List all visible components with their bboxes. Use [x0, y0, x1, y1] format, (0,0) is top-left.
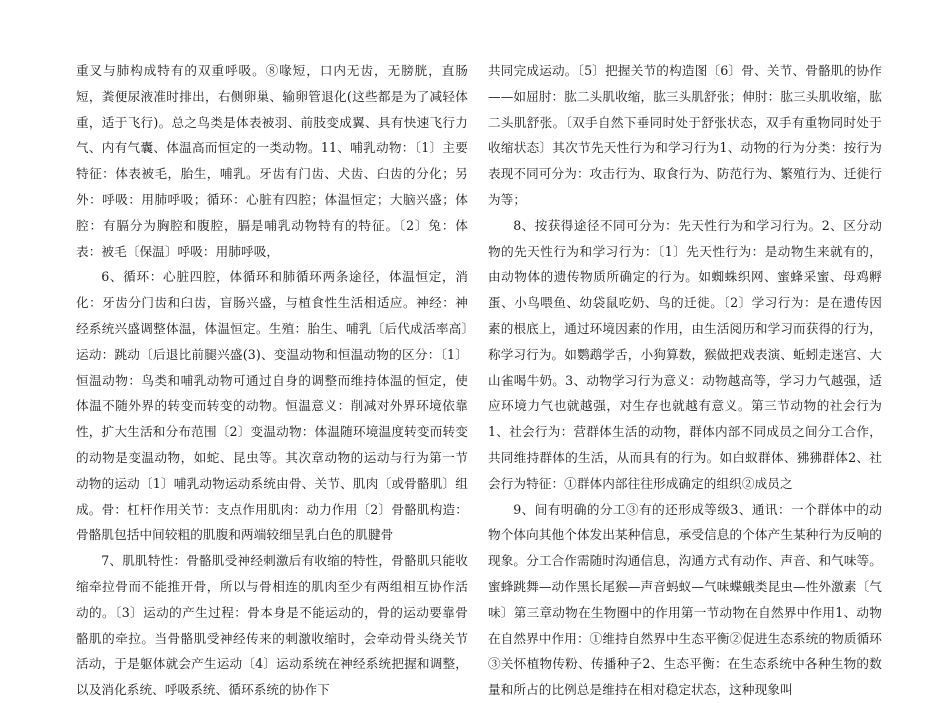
- paragraph: 6、循环：心脏四腔，体循环和肺循环两条途径，体温恒定，消化：牙齿分门齿和臼齿，盲肠兴盛，与植食性生活相适应。神经：神经系统兴盛调整体温，体温恒定。生殖：胎生、哺乳〔后代成活率高〕运动：跳动〔后退比前腿兴盛(3)、变温动物和恒温动物的区分：〔1〕恒温动物：鸟类和哺乳动物可通过自身的调整而维持体温的恒定，使体温不随外界的转变而转变的动物。恒温意义：削减对外界环境依靠性，扩大生活和分布范围〔2〕变温动物：体温随环境温度转变而转变的动物是变温动物，如蛇、昆虫等。其次章动物的运动与行为第一节动物的运动〔1〕哺乳动物运动系统由骨、关节、肌肉〔或骨骼肌〕组成。骨：杠杆作用关节：支点作用肌肉：动力作用〔2〕骨骼肌构造：骨骼肌包括中间较粗的肌腹和两端较细呈乳白色的肌腱骨: [76, 269, 468, 543]
- paragraph: 8、按获得途径不同可分为：先天性行为和学习行为。2、区分动物的先天性行为和学习行为：〔1〕先天性行为：是动物生来就有的，由动物体的遗传物质所确定的行为。如蜘蛛织网、蜜蜂采蜜、母鸡孵蛋、小鸟喂鱼、幼袋鼠吃奶、鸟的迁徙。〔2〕学习行为：是在遗传因素的根底上，通过环境因素的作用，由生活阅历和学习而获得的行为，称学习行为。如鹦鹉学舌，小狗算数，猴做把戏表演、蚯蚓走迷宫、大山雀喝牛奶。3、动物学习行为意义：动物越高等，学习力气越强，适应环境力气也就越强，对生存也就越有意义。第三节动物的社会行为1、社会行为：营群体生活的动物，群体内部不同成员之间分工合作，共同维持群体的生活，从而具有的行为。如白蚁群体、狒狒群体2、社会行为特征：①群体内部往往形成确定的组织②成员之: [488, 217, 882, 491]
- left-column: [76, 58, 468, 703]
- paragraph: 共同完成运动。〔5〕把握关节的构造图〔6〕骨、关节、骨骼肌的协作——如屈肘：肱二头肌收缩，肱三头肌舒张；伸肘：肱三头肌收缩，肱二头肌舒张。〔双手自然下垂同时处于舒张状态，双手有重物同时处于收缩状态〕其次节先天性行为和学习行为1、动物的行为分类：按行为表现不同可分为：攻击行为、取食行为、防范行为、繁殖行为、迁徙行为等；: [488, 63, 882, 207]
- right-column: [488, 58, 882, 703]
- paragraph: 7、肌肌特性：骨骼肌受神经刺激后有收缩的特性，骨骼肌只能收缩牵拉骨而不能推开骨，所以与骨相连的肌肉至少有两组相互协作活动的。〔3〕运动的产生过程：骨本身是不能运动的，骨的运动要靠骨骼肌的牵拉。当骨骼肌受神经传来的刺激收缩时，会牵动骨头绕关节活动，于是躯体就会产生运动〔4〕运动系统在神经系统把握和调整，以及消化系统、呼吸系统、循环系统的协作下: [76, 553, 468, 698]
- paragraph: 9、间有明确的分工③有的还形成等级3、通讯：一个群体中的动物个体向其他个体发出某种信息，承受信息的个体产生某种行为反响的现象。分工合作需随时沟通信息，沟通方式有动作、声音、和气味等。蜜蜂跳舞—动作黑长尾猴—声音蚂蚁—气味蝶蛾类昆虫—性外激素〔气味〕第三章动物在生物圈中的作用第一节动物在自然界中作用1、动物在自然界中作用：①维持自然界中生态平衡②促进生态系统的物质循环③关怀植物传粉、传播种子2、生态平衡：在生态系统中各种生物的数量和所占的比例总是维持在相对稳定状态，这种现象叫: [488, 501, 882, 698]
- paragraph: 重叉与肺构成特有的双重呼吸。⑧喙短，口内无齿，无膀胱，直肠短，粪便尿液准时排出，右侧卵巢、输卵管退化(这些都是为了减轻体重，适于飞行)。总之鸟类是体表被羽、前肢变成翼、具有快速飞行力气、内有气囊、体温高而恒定的一类动物。11、哺乳动物：〔1〕主要特征：体表被毛，胎生，哺乳。牙齿有门齿、犬齿、臼齿的分化；另外：呼吸：用肺呼吸；循环：心脏有四腔；体温恒定；大脑兴盛；体腔：有膈分为胸腔和腹腔，膈是哺乳动物特有的特征。〔2〕兔：体表：被毛〔保温〕呼吸：用肺呼吸，: [76, 63, 468, 259]
